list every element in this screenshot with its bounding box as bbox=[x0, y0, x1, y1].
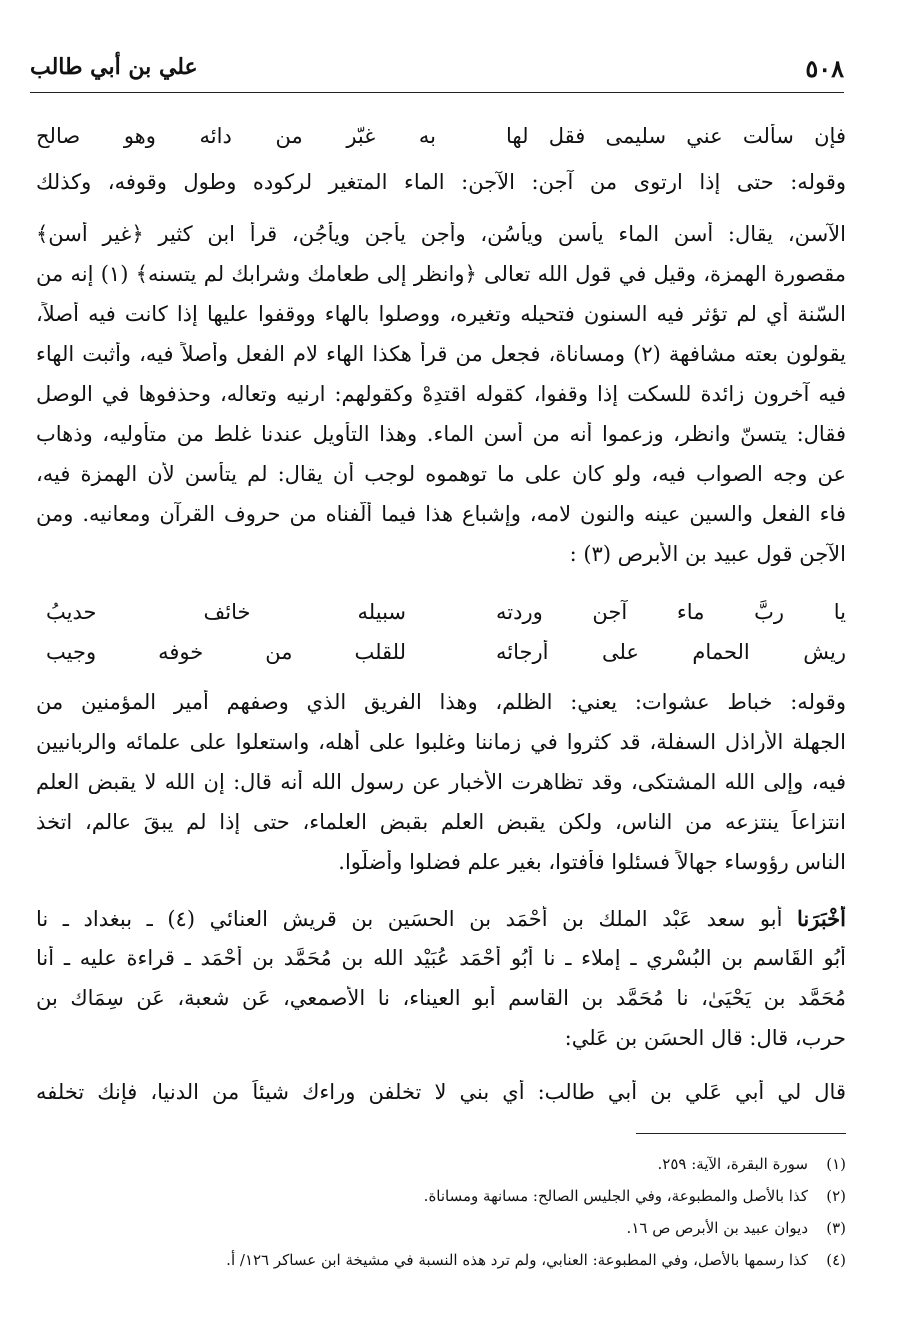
text-line: حرب، قال: قال الحسَن بن عَلي: bbox=[564, 1026, 846, 1050]
footnotes bbox=[30, 1148, 846, 1276]
verse-first-hemistich: فإن سألت عني سليمى فقل لها bbox=[506, 124, 846, 148]
footnote-text: كذا رسمها بالأصل، وفي المطبوعة: العنابي، ولم ترد هذه النسبة في مشيخة ابن عساكر ١٢٦/ أ. bbox=[226, 1251, 808, 1269]
verse-second-hemistich: سبيله خائف حديبُ bbox=[46, 600, 406, 624]
verse-line bbox=[36, 124, 846, 158]
text-line: السّنة أي لم تؤثر فيه السنون فتحيله وتغيره، ووصلوا بالهاء ووقفوا عليها إذا كانت فيه أصلاً، bbox=[36, 302, 846, 326]
verse-first-hemistich: ريش الحمام على أرجائه bbox=[496, 640, 846, 664]
text-line: الآسن، يقال: أسن الماء يأسن ويأسُن، وأَجن يأجن ويأجُن، قرأ ابن كثير ﴿غير أسن﴾ bbox=[36, 222, 846, 246]
header-divider bbox=[30, 92, 844, 93]
text-line: الآجن قول عبيد بن الأبرص (٣) : bbox=[569, 542, 846, 566]
verse-line bbox=[36, 600, 846, 634]
verse-second-hemistich: للقلب من خوفه وجيب bbox=[46, 640, 406, 664]
text-line: انتزاعاً ينتزعه من الناس، ولكن يقبض العلم بقبض العلماء، حتى إذا لم يبقَ عالم، اتخذ bbox=[36, 810, 846, 834]
text-line: وقوله: خباط عشوات: يعني: الظلم، وهذا الفريق الذي وصفهم أمير المؤمنين من bbox=[36, 690, 846, 714]
footnote-text: كذا بالأصل والمطبوعة، وفي الجليس الصالح: مسانهة ومساناة. bbox=[423, 1187, 808, 1205]
text-line: يقولون بعته مشافهة (٢) ومساناة، فجعل من قرأ هكذا الهاء لام الفعل وأصلاً فيه، وأثبت الهاء bbox=[36, 342, 846, 366]
footnote-divider bbox=[636, 1133, 846, 1134]
footnote-text: ديوان عبيد بن الأبرص ص ١٦. bbox=[626, 1219, 808, 1237]
footnote-text: سورة البقرة، الآية: ٢٥٩. bbox=[657, 1155, 808, 1173]
text-line: أَبُو القَاسم بن البُسْري ـ إملاء ـ نا أَبُو أحْمَد عُبَيْد الله بن مُحَمَّد بن أَحْمَد ـ قراءة عليه ـ أنا bbox=[36, 946, 846, 970]
verse-first-hemistich: يا ربَّ ماء آجنٍ وردته bbox=[496, 600, 846, 624]
isnad-text: أبو سعد عَبْد الملك بن أحْمَد بن الحسَين بن قريش العنائي (٤) ـ ببغداد ـ نا bbox=[36, 907, 798, 931]
verse-line bbox=[36, 640, 846, 674]
verse-second-hemistich: به غبّر من دائه وهو صالح bbox=[36, 124, 436, 148]
text-line: فاء الفعل والسين عينه والنون لامه، وإشباع هذا فيما ألَّفناه من حروف القرآن ومعانيه. ومن bbox=[36, 502, 846, 526]
page-header bbox=[30, 52, 844, 92]
text-line: فقال: يتسنّ وانظر، وزعموا أنه من أسن الماء. وهذا التأويل عندنا غلط من متأوليه، وذهاب bbox=[36, 422, 846, 446]
text-line: مُحَمَّد بن يَحْيَىٰ، نا مُحَمَّد بن القاسم أبو العيناء، نا الأصمعي، عَن شعبة، عَن سِمَاك بن bbox=[36, 986, 846, 1010]
running-title: علي بن أبي طالب bbox=[30, 54, 198, 80]
footnote bbox=[30, 1244, 846, 1276]
akhbarana-lead: أَخْبَرَنا bbox=[797, 906, 846, 931]
page-number: ٥٠٨ bbox=[805, 54, 844, 83]
text-line: عن وجه الصواب فيه، ولو كان على ما توهموه لوجب أن يقال: لم يتأسن لأن الهمزة فيه، bbox=[36, 462, 846, 486]
footnote-number: (١) bbox=[826, 1155, 846, 1173]
text-line: وقوله: حتى إذا ارتوى من آجن: الآجن: الماء المتغير لركوده وطول وقوفه، وكذلك bbox=[36, 170, 846, 194]
text-line: مقصورة الهمزة، وقيل في قول الله تعالى ﴿وانظر إلى طعامك وشرابك لم يتسنه﴾ (١) إنه من bbox=[36, 262, 846, 286]
text-line: قال لي أبي عَلي بن أبي طالب: أي بني لا تخلفن وراءك شيئاً من الدنيا، فإنك تخلفه bbox=[36, 1080, 846, 1104]
footnote-number: (٢) bbox=[826, 1187, 846, 1205]
footnote-number: (٣) bbox=[826, 1219, 846, 1237]
footnote bbox=[30, 1212, 846, 1244]
footnote bbox=[30, 1180, 846, 1212]
text-line bbox=[36, 906, 846, 931]
text-line: فيه، وإلى الله المشتكى، وقد تظاهرت الأخبار عن رسول الله أنه قال: إن الله لا يقبض العلم bbox=[36, 770, 846, 794]
text-line: الجهلة الأراذل السفلة، قد كثروا في زماننا وغلبوا على أهله، واستعلوا على علمائه والربانيين bbox=[36, 730, 846, 754]
text-line: فيه آخرون زائدة للسكت إذا وقفوا، كقوله اقتدِهْ وكقولهم: ارنيه وتعاله، وحذفوها في الوصل bbox=[36, 382, 846, 406]
footnote bbox=[30, 1148, 846, 1180]
footnote-number: (٤) bbox=[826, 1251, 846, 1269]
text-line: الناس رؤوساء جهالاً فسئلوا فأفتوا، بغير علم فضلوا وأضلّوا. bbox=[338, 850, 846, 874]
